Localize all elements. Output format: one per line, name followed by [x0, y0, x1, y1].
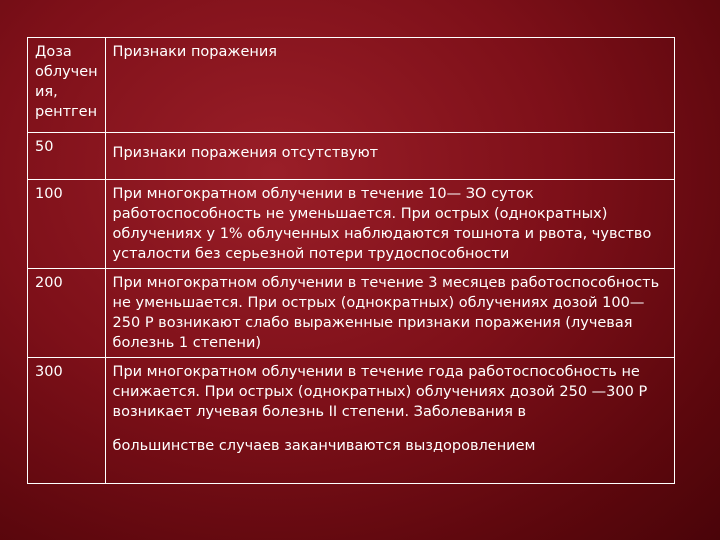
dose-cell: 100 [28, 180, 106, 269]
table-row [28, 133, 675, 180]
header-dose: Доза облучен ия, рентген [28, 38, 106, 133]
line-gap [113, 422, 668, 436]
table-row [28, 269, 675, 358]
signs-cell [105, 358, 674, 484]
signs-cell: Признаки поражения отсутствуют [105, 133, 674, 180]
dose-cell: 200 [28, 269, 106, 358]
signs-cell: При многократном облучении в течение 3 месяцев работоспособность не уменьшается. При острых (однократных) облучениях дозой 100—250 Р возникают слабо выраженные признаки поражения (лучевая болезнь 1 степени) [105, 269, 674, 358]
dose-cell: 50 [28, 133, 106, 180]
radiation-dose-table [27, 37, 675, 484]
table-row [28, 358, 675, 484]
table-row [28, 180, 675, 269]
signs-text-part2: большинстве случаев заканчиваются выздоровлением [112, 438, 536, 454]
dose-cell: 300 [28, 358, 106, 484]
signs-cell: При многократном облучении в течение 10— ЗО суток работоспособность не уменьшается. При острых (однократных) облучениях у 1% облученных наблюдаются тошнота и рвота, чувство усталости без серьезной потери трудоспособности [105, 180, 674, 269]
table-header-row [28, 38, 675, 133]
header-signs: Признаки поражения [105, 38, 674, 133]
signs-text-part1: При многократном облучении в течение года работоспособность не снижается. При острых (однократных) облучениях дозой 250 —300 Р возникает лучевая болезнь II степени. Заболевания в [112, 364, 648, 420]
